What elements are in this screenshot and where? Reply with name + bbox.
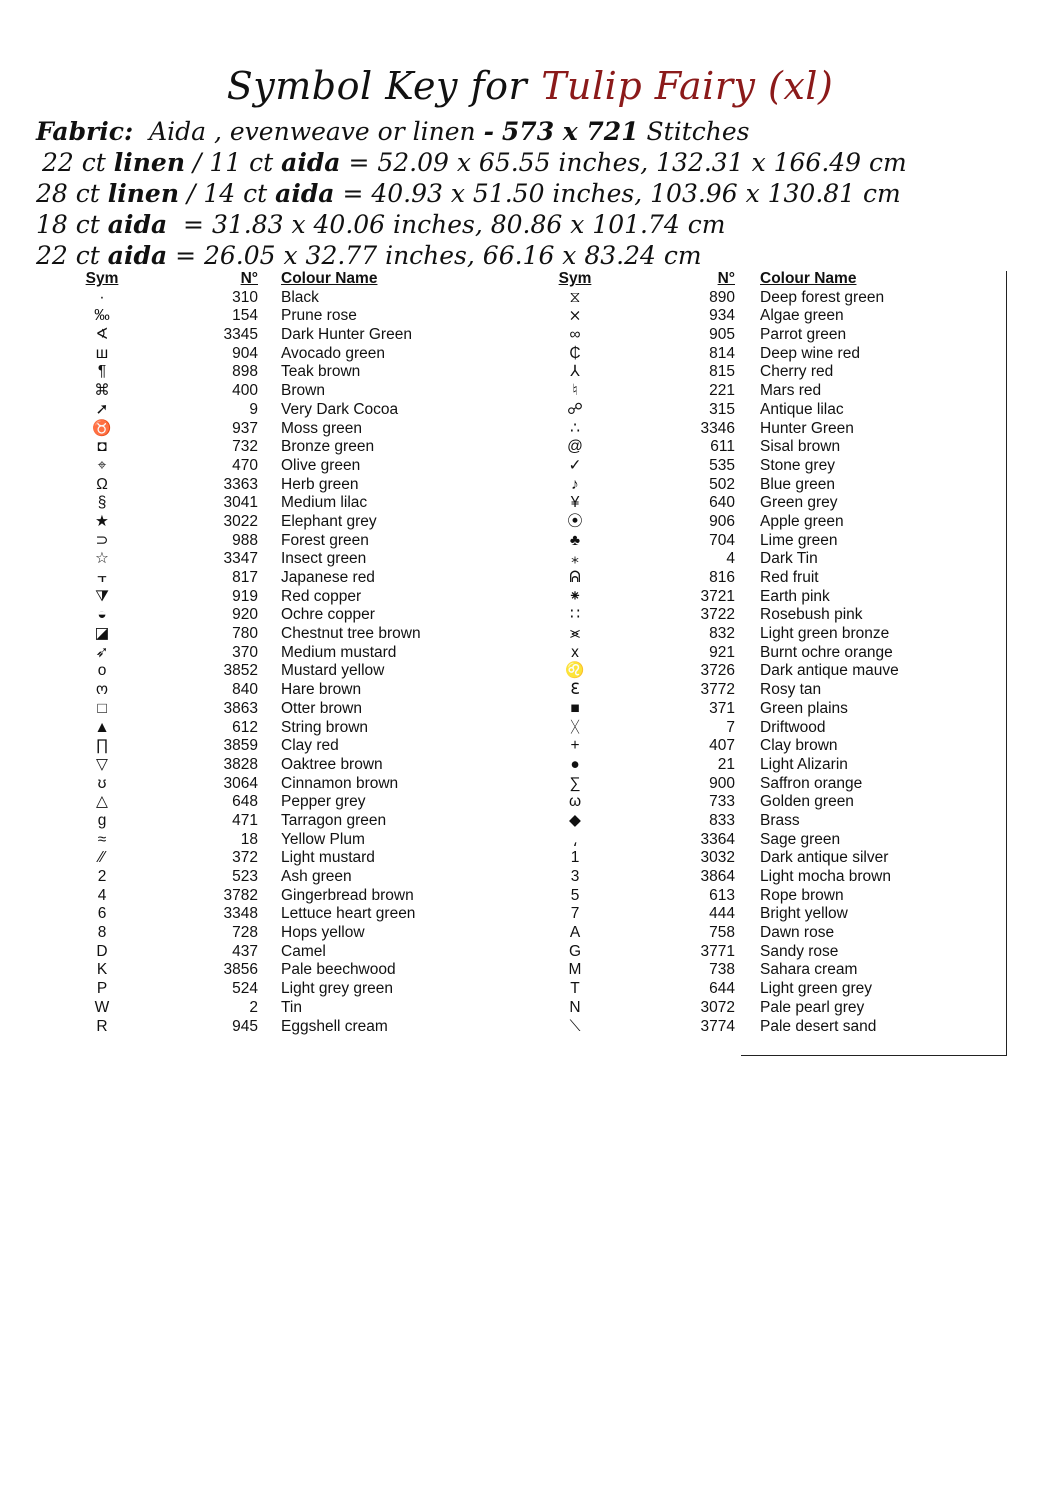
symbol-cell: 2 — [97, 868, 107, 885]
symbol-cell: M — [568, 961, 582, 979]
number-cell: 523 — [232, 868, 258, 885]
symbol-cell: 3 — [570, 868, 580, 885]
symbol-cell: ო — [95, 681, 109, 699]
fabric-bold: aida — [107, 210, 168, 239]
table-border-right — [1006, 271, 1007, 1056]
header-num: N° — [717, 270, 735, 287]
colour-name-cell: Rosy tan — [760, 681, 822, 699]
symbol-cell: ◆ — [569, 811, 581, 829]
colour-name-cell: Eggshell cream — [281, 1017, 388, 1035]
symbol-cell: ∏ — [95, 737, 109, 755]
symbol-cell: ⨯ — [568, 307, 582, 325]
colour-name-cell: Apple green — [760, 512, 844, 530]
colour-name-cell: Elephant grey — [281, 512, 377, 530]
number-cell: 3721 — [700, 587, 735, 605]
title-prefix: Symbol Key for — [226, 64, 528, 108]
colour-name-cell: Hops yellow — [281, 924, 365, 942]
colour-name-cell: Mars red — [760, 382, 822, 400]
number-cell: 370 — [232, 643, 258, 661]
symbol-cell: ⧩ — [95, 587, 109, 605]
number-cell: 833 — [709, 811, 735, 829]
number-cell: 3859 — [223, 737, 258, 755]
symbol-cell: ⫟ — [97, 569, 107, 586]
count-text: / 14 ct — [186, 179, 268, 208]
colour-name-cell: Sandy rose — [760, 942, 839, 960]
colour-name-cell: Yellow Plum — [281, 830, 365, 848]
colour-name-cell: Pale beechwood — [281, 961, 396, 979]
fabric-line-2 — [36, 147, 1036, 178]
number-cell: 3863 — [223, 699, 258, 717]
number-cell: 904 — [232, 344, 258, 362]
symbol-cell: T — [570, 980, 580, 998]
colour-name-cell: Pepper grey — [281, 793, 366, 811]
colour-name-cell: Insect green — [281, 550, 367, 568]
number-cell: 315 — [709, 400, 735, 418]
symbol-cell: N — [569, 998, 581, 1016]
number-cell: 815 — [709, 363, 735, 381]
colour-name-cell: Oaktree brown — [281, 755, 383, 773]
colour-name-cell: Prune rose — [281, 307, 357, 325]
number-cell: 3782 — [223, 886, 258, 904]
symbol-cell: ω — [568, 793, 582, 811]
symbol-cell: ☍ — [567, 400, 583, 418]
symbol-cell: ◘ — [97, 438, 107, 456]
symbol-cell: D — [96, 942, 108, 960]
colour-name-cell: Saffron orange — [760, 774, 863, 792]
colour-name-cell: Bronze green — [281, 438, 375, 456]
fabric-line-5 — [36, 240, 1036, 271]
symbol-cell: ✓ — [568, 456, 582, 474]
size-text: = 40.93 x 51.50 inches, 103.96 x 130.81 cm — [342, 179, 901, 208]
colour-name-cell: Light green grey — [760, 980, 873, 998]
symbol-cell: ☆ — [95, 550, 109, 568]
pattern-name: Tulip Fairy (xl) — [541, 64, 834, 108]
symbol-cell: · — [99, 288, 105, 306]
fabric-line-1 — [36, 116, 1036, 147]
number-cell: 640 — [709, 494, 735, 512]
number-cell: 945 — [232, 1017, 258, 1035]
number-cell: 704 — [709, 531, 735, 549]
colour-name-cell: Clay brown — [760, 737, 838, 755]
colour-name-cell: Burnt ochre orange — [760, 643, 893, 661]
symbol-cell: ● — [570, 755, 580, 773]
colour-name-cell: Mustard yellow — [281, 662, 385, 680]
number-cell: 921 — [709, 643, 735, 661]
number-cell: 3347 — [223, 550, 258, 568]
symbol-cell: ⟍ — [569, 1017, 581, 1035]
number-cell: 612 — [232, 718, 258, 736]
symbol-cell: ▲ — [94, 718, 110, 736]
colour-name-cell: Deep wine red — [760, 344, 860, 362]
colour-name-cell: Light Alizarin — [760, 755, 848, 773]
colour-name-cell: Dawn rose — [760, 924, 835, 942]
colour-name-cell: Parrot green — [760, 326, 847, 344]
symbol-cell: ➶ — [95, 643, 109, 661]
header-sym: Sym — [558, 270, 592, 287]
symbol-cell: P — [96, 980, 108, 998]
symbol-cell: 6 — [97, 905, 107, 923]
fabric-info — [36, 116, 1036, 271]
symbol-cell: ∞ — [569, 326, 581, 344]
number-cell: 3348 — [223, 905, 258, 923]
number-cell: 400 — [232, 382, 258, 400]
colour-name-cell: Red copper — [281, 587, 362, 605]
number-cell: 814 — [709, 344, 735, 362]
number-cell: 524 — [232, 980, 258, 998]
number-cell: 3856 — [223, 961, 258, 979]
colour-name-cell: Camel — [281, 942, 326, 960]
symbol-cell: ᕱ — [569, 569, 581, 586]
symbol-cell: o — [97, 662, 107, 680]
symbol-cell: K — [96, 961, 108, 979]
size-text: = 31.83 x 40.06 inches, 80.86 x 101.74 cm — [183, 210, 726, 239]
colour-name-cell: Very Dark Cocoa — [281, 400, 399, 418]
colour-name-cell: Sisal brown — [760, 438, 841, 456]
colour-name-cell: Dark Tin — [760, 550, 818, 568]
count-text: 28 ct — [36, 179, 100, 208]
number-cell: 906 — [709, 512, 735, 530]
symbol-cell: ▽ — [96, 755, 108, 773]
number-cell: 3771 — [700, 942, 735, 960]
colour-name-cell: Red fruit — [760, 569, 819, 586]
colour-name-cell: Medium lilac — [281, 494, 368, 512]
number-cell: 444 — [709, 905, 735, 923]
number-cell: 18 — [240, 830, 258, 848]
colour-name-cell: Rope brown — [760, 886, 844, 904]
symbol-cell: ⧖ — [569, 288, 581, 306]
colour-name-cell: Rosebush pink — [760, 606, 863, 624]
fabric-bold: aida — [275, 179, 335, 208]
symbol-cell: 5 — [570, 886, 580, 904]
colour-name-cell: Lettuce heart green — [281, 905, 416, 923]
number-cell: 816 — [709, 569, 735, 586]
colour-name-cell: Teak brown — [281, 363, 361, 381]
header-name: Colour Name — [281, 270, 378, 287]
colour-name-cell: Antique lilac — [760, 400, 844, 418]
colour-name-cell: Chestnut tree brown — [281, 625, 421, 643]
symbol-cell: ‰ — [94, 307, 110, 325]
colour-name-cell: Gingerbread brown — [281, 886, 414, 904]
colour-name-cell: Stone grey — [760, 456, 835, 474]
number-cell: 832 — [709, 625, 735, 643]
symbol-cell: § — [97, 494, 107, 512]
fabric-bold: linen — [113, 148, 186, 177]
colour-name-cell: Light mocha brown — [760, 868, 891, 885]
symbol-cell: 4 — [97, 886, 107, 904]
fabric-bold: aida — [281, 148, 341, 177]
symbol-cell: ♪ — [571, 475, 579, 493]
symbol-cell: ■ — [570, 699, 580, 717]
colour-name-cell: Dark antique mauve — [760, 662, 899, 680]
number-cell: 3363 — [223, 475, 258, 493]
number-cell: 372 — [232, 849, 258, 867]
number-cell: 154 — [232, 307, 258, 325]
number-cell: 920 — [232, 606, 258, 624]
number-cell: 310 — [232, 288, 258, 306]
number-cell: 934 — [709, 307, 735, 325]
symbol-cell: 7 — [570, 905, 580, 923]
number-cell: 2 — [249, 998, 258, 1016]
symbol-cell: ⸲ — [572, 830, 578, 848]
number-cell: 221 — [709, 382, 735, 400]
symbol-cell: @ — [567, 438, 583, 456]
symbol-cell: ∑ — [569, 774, 581, 792]
fabric-types: Aida , evenweave or linen — [149, 117, 476, 146]
symbol-cell: 1 — [570, 849, 580, 867]
colour-name-cell: Hare brown — [281, 681, 362, 699]
number-cell: 919 — [232, 587, 258, 605]
number-cell: 3064 — [223, 774, 258, 792]
stitch-suffix: Stitches — [646, 117, 750, 146]
number-cell: 21 — [717, 755, 735, 773]
colour-name-cell: Light grey green — [281, 980, 394, 998]
number-cell: 611 — [710, 438, 735, 456]
colour-name-cell: Sage green — [760, 830, 841, 848]
colour-name-cell: Cherry red — [760, 363, 834, 381]
colour-name-cell: Moss green — [281, 419, 362, 437]
colour-name-cell: Lime green — [760, 531, 838, 549]
symbol-cell: ⁕ — [568, 587, 582, 605]
symbol-cell: x — [571, 643, 579, 661]
colour-name-cell: Green grey — [760, 494, 838, 512]
symbol-cell: ∷ — [570, 606, 580, 624]
symbol-cell: A — [569, 924, 581, 942]
number-cell: 733 — [709, 793, 735, 811]
number-cell: 905 — [709, 326, 735, 344]
number-cell: 732 — [232, 438, 258, 456]
header-name: Colour Name — [760, 270, 857, 287]
symbol-cell: 8 — [97, 924, 107, 942]
symbol-cell: ♮ — [572, 382, 578, 400]
symbol-cell: ≈ — [97, 830, 107, 848]
colour-name-cell: Golden green — [760, 793, 854, 811]
colour-name-cell: Hunter Green — [760, 419, 854, 437]
symbol-cell: ∴ — [570, 419, 580, 437]
symbol-cell: ʊ — [97, 774, 107, 792]
number-cell: 3774 — [700, 1017, 735, 1035]
number-cell: 3022 — [223, 512, 258, 530]
number-cell: 407 — [709, 737, 735, 755]
number-cell: 758 — [709, 924, 735, 942]
colour-name-cell: Dark antique silver — [760, 849, 889, 867]
colour-name-cell: Black — [281, 288, 319, 306]
colour-name-cell: Earth pink — [760, 587, 830, 605]
symbol-cell: g — [97, 811, 107, 829]
number-cell: 738 — [709, 961, 735, 979]
symbol-cell: ➚ — [95, 400, 109, 418]
count-text: 22 ct — [36, 241, 100, 270]
number-cell: 502 — [709, 475, 735, 493]
symbol-cell: Ω — [96, 475, 108, 493]
number-cell: 3726 — [700, 662, 735, 680]
colour-name-cell: Tin — [281, 998, 302, 1016]
symbol-cell: □ — [97, 699, 107, 717]
symbol-cell: ¥ — [570, 494, 580, 512]
number-cell: 898 — [232, 363, 258, 381]
colour-name-cell: Tarragon green — [281, 811, 387, 829]
colour-name-cell: Deep forest green — [760, 288, 885, 306]
colour-name-cell: Forest green — [281, 531, 369, 549]
fabric-line-3 — [36, 178, 1036, 209]
number-cell: 840 — [232, 681, 258, 699]
count-text: / 11 ct — [192, 148, 274, 177]
colour-name-cell: Driftwood — [760, 718, 826, 736]
symbol-cell: ⁎ — [571, 550, 579, 568]
colour-name-cell: Brown — [281, 382, 325, 400]
colour-name-cell: Green plains — [760, 699, 848, 717]
colour-name-cell: Brass — [760, 811, 800, 829]
colour-name-cell: Herb green — [281, 475, 359, 493]
number-cell: 3864 — [700, 868, 735, 885]
symbol-cell: ♌ — [565, 662, 585, 680]
number-cell: 613 — [709, 886, 735, 904]
colour-name-cell: Light mustard — [281, 849, 375, 867]
fabric-label: Fabric: — [36, 117, 134, 146]
colour-name-cell: Bright yellow — [760, 905, 848, 923]
number-cell: 471 — [232, 811, 258, 829]
symbol-cell: ш — [95, 344, 109, 362]
number-cell: 780 — [232, 625, 258, 643]
fabric-bold: aida — [107, 241, 168, 270]
symbol-cell: ⦿ — [567, 512, 583, 530]
number-cell: 3345 — [223, 326, 258, 344]
number-cell: 3032 — [700, 849, 735, 867]
colour-name-cell: Light green bronze — [760, 625, 890, 643]
number-cell: 648 — [232, 793, 258, 811]
symbol-cell: W — [94, 998, 110, 1016]
header-sym: Sym — [85, 270, 119, 287]
number-cell: 437 — [232, 942, 258, 960]
number-cell: 3041 — [223, 494, 258, 512]
symbol-cell: ⊃ — [95, 531, 109, 549]
symbol-cell: ♣ — [569, 531, 581, 549]
number-cell: 3072 — [700, 998, 735, 1016]
symbol-cell: △ — [96, 793, 108, 811]
fabric-dash: - — [483, 117, 494, 146]
colour-name-cell: Sahara cream — [760, 961, 858, 979]
symbol-cell: ⪤ — [569, 625, 581, 643]
number-cell: 937 — [232, 419, 258, 437]
symbol-cell: ℇ — [570, 681, 580, 699]
number-cell: 3828 — [223, 755, 258, 773]
symbol-cell: ⁄⁄ — [99, 849, 105, 867]
symbol-cell: ♉ — [92, 419, 112, 437]
number-cell: 817 — [232, 569, 258, 586]
colour-name-cell: Cinnamon brown — [281, 774, 399, 792]
symbol-cell: ₵ — [569, 344, 581, 362]
number-cell: 900 — [709, 774, 735, 792]
symbol-cell: ⌖ — [97, 456, 107, 474]
number-cell: 4 — [726, 550, 735, 568]
number-cell: 371 — [709, 699, 735, 717]
symbol-cell: ◪ — [94, 625, 110, 643]
stitch-count: 573 x 721 — [501, 117, 639, 146]
symbol-cell: ⌘ — [94, 382, 110, 400]
number-cell: 988 — [232, 531, 258, 549]
colour-name-cell: Japanese red — [281, 569, 375, 586]
colour-name-cell: Blue green — [760, 475, 835, 493]
colour-name-cell: Olive green — [281, 456, 361, 474]
colour-name-cell: Ash green — [281, 868, 352, 885]
number-cell: 3346 — [700, 419, 735, 437]
number-cell: 470 — [232, 456, 258, 474]
size-text: = 52.09 x 65.55 inches, 132.31 x 166.49 cm — [348, 148, 907, 177]
header-num: N° — [240, 270, 258, 287]
number-cell: 7 — [726, 718, 735, 736]
symbol-cell: G — [568, 942, 582, 960]
colour-name-cell: Otter brown — [281, 699, 362, 717]
number-cell: 9 — [249, 400, 258, 418]
number-cell: 3364 — [700, 830, 735, 848]
colour-name-cell: Algae green — [760, 307, 844, 325]
number-cell: 644 — [709, 980, 735, 998]
number-cell: 3852 — [223, 662, 258, 680]
number-cell: 890 — [709, 288, 735, 306]
colour-name-cell: String brown — [281, 718, 369, 736]
colour-name-cell: Dark Hunter Green — [281, 326, 412, 344]
number-cell: 728 — [232, 924, 258, 942]
colour-name-cell: Ochre copper — [281, 606, 375, 624]
colour-name-cell: Medium mustard — [281, 643, 397, 661]
symbol-cell: ᚷ — [570, 718, 580, 736]
fabric-bold: linen — [107, 179, 180, 208]
table-border-bottom — [741, 1055, 1007, 1056]
colour-name-cell: Pale desert sand — [760, 1017, 877, 1035]
symbol-cell: R — [96, 1017, 108, 1035]
symbol-cell: ⅄ — [570, 363, 580, 381]
count-text: 22 ct — [42, 148, 106, 177]
fabric-line-4 — [36, 209, 1036, 240]
number-cell: 535 — [709, 456, 735, 474]
number-cell: 3722 — [700, 606, 735, 624]
symbol-cell: + — [570, 737, 580, 755]
colour-name-cell: Pale pearl grey — [760, 998, 865, 1016]
page-title — [0, 62, 1060, 110]
colour-name-cell: Avocado green — [281, 344, 385, 362]
symbol-cell: ★ — [95, 512, 109, 530]
number-cell: 3772 — [700, 681, 735, 699]
size-text: = 26.05 x 32.77 inches, 66.16 x 83.24 cm — [175, 241, 702, 270]
symbol-cell: ∢ — [95, 326, 109, 344]
colour-name-cell: Clay red — [281, 737, 339, 755]
symbol-cell: ◒ — [97, 606, 107, 624]
count-text: 18 ct — [36, 210, 100, 239]
symbol-cell: ¶ — [97, 363, 107, 381]
